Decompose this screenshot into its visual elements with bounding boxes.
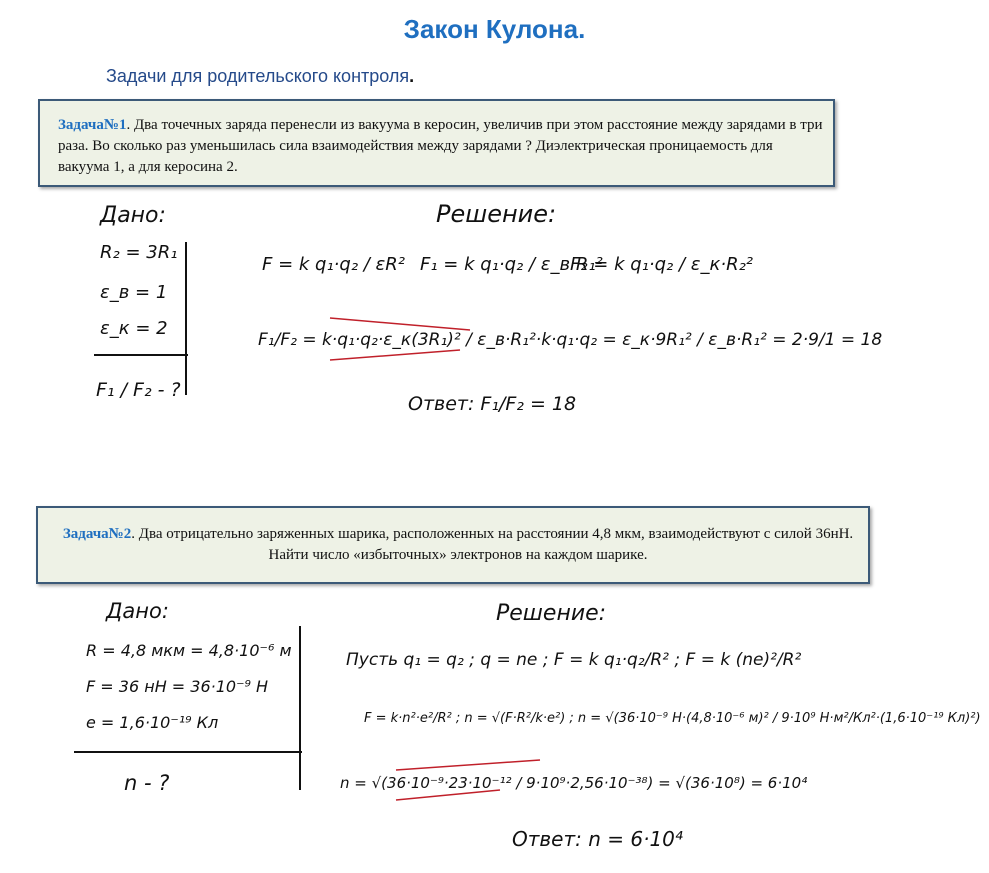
task2-text: . Два отрицательно заряженных шарика, расположенных на расстоянии 4,8 мкм, взаимодействуют с силой 36нН. Найти число «избыточных» электронов на каждом шарике.: [131, 526, 854, 563]
task1-answer: Ответ: F₁/F₂ = 18: [408, 393, 577, 415]
task1-find: F₁ / F₂ - ?: [96, 379, 181, 401]
task1-strike-1: [330, 318, 470, 330]
subtitle-period: .: [409, 66, 415, 86]
task1-strike-2: [330, 350, 460, 360]
task2-line1: Пусть q₁ = q₂ ; q = ne ; F = k q₁·q₂/R² ; F = k (ne)²/R²: [346, 650, 802, 670]
task2-label: Задача№2: [62, 526, 132, 542]
task1-text: . Два точечных заряда перенесли из вакуума в керосин, увеличив при этом расстояние между зарядами в три раза. Во сколько раз уменьшилась сила взаимодействия между зарядами ? Диэлектрическая проницаемость для вакуума 1, а для керосина 2.: [58, 117, 823, 175]
task2-answer: Ответ: n = 6·10⁴: [512, 827, 683, 851]
task1-solution-header: Решение:: [436, 200, 557, 228]
task2-given-e: e = 1,6·10⁻¹⁹ Кл: [86, 713, 219, 732]
task2-line2: F = k·n²·e²/R² ; n = √(F·R²/k·e²) ; n = √(36·10⁻⁹ Н·(4,8·10⁻⁶ м)² / 9·10⁹ Н·м²/Кл²·(1,6·10⁻¹⁹ Кл)²): [364, 711, 981, 726]
task1-formula-f2: F₂ = k q₁·q₂ / ε_к·R₂²: [570, 254, 754, 275]
task2-given-header: Дано:: [106, 599, 169, 623]
subtitle-text: Задачи для родительского контроля: [106, 66, 410, 86]
task1-formula-general: F = k q₁·q₂ / εR²: [262, 254, 405, 275]
task1-given-r: R₂ = 3R₁: [100, 242, 178, 263]
task1-label: Задача№1: [58, 117, 127, 133]
task2-given-r: R = 4,8 мкм = 4,8·10⁻⁶ м: [86, 641, 292, 660]
task1-given-eps-ker: ε_к = 2: [100, 318, 168, 339]
task2-line3: n = √(36·10⁻⁹·23·10⁻¹² / 9·10⁹·2,56·10⁻³⁸) = √(36·10⁸) = 6·10⁴: [340, 774, 808, 792]
task1-formula-f1: F₁ = k q₁·q₂ / ε_в R₁²: [420, 254, 603, 275]
task2-strike-1: [396, 760, 540, 770]
page-title: Закон Кулона.: [403, 14, 586, 44]
task2-find: n - ?: [124, 771, 170, 795]
task1-given-header: Дано:: [100, 203, 166, 228]
task2-solution-header: Решение:: [496, 601, 607, 626]
task1-given-eps-vac: ε_в = 1: [100, 282, 168, 303]
task1-ratio: F₁/F₂ = k·q₁·q₂·ε_к(3R₁)² / ε_в·R₁²·k·q₁·q₂ = ε_к·9R₁² / ε_в·R₁² = 2·9/1 = 18: [258, 330, 883, 350]
task2-given-f: F = 36 нН = 36·10⁻⁹ Н: [86, 677, 269, 696]
